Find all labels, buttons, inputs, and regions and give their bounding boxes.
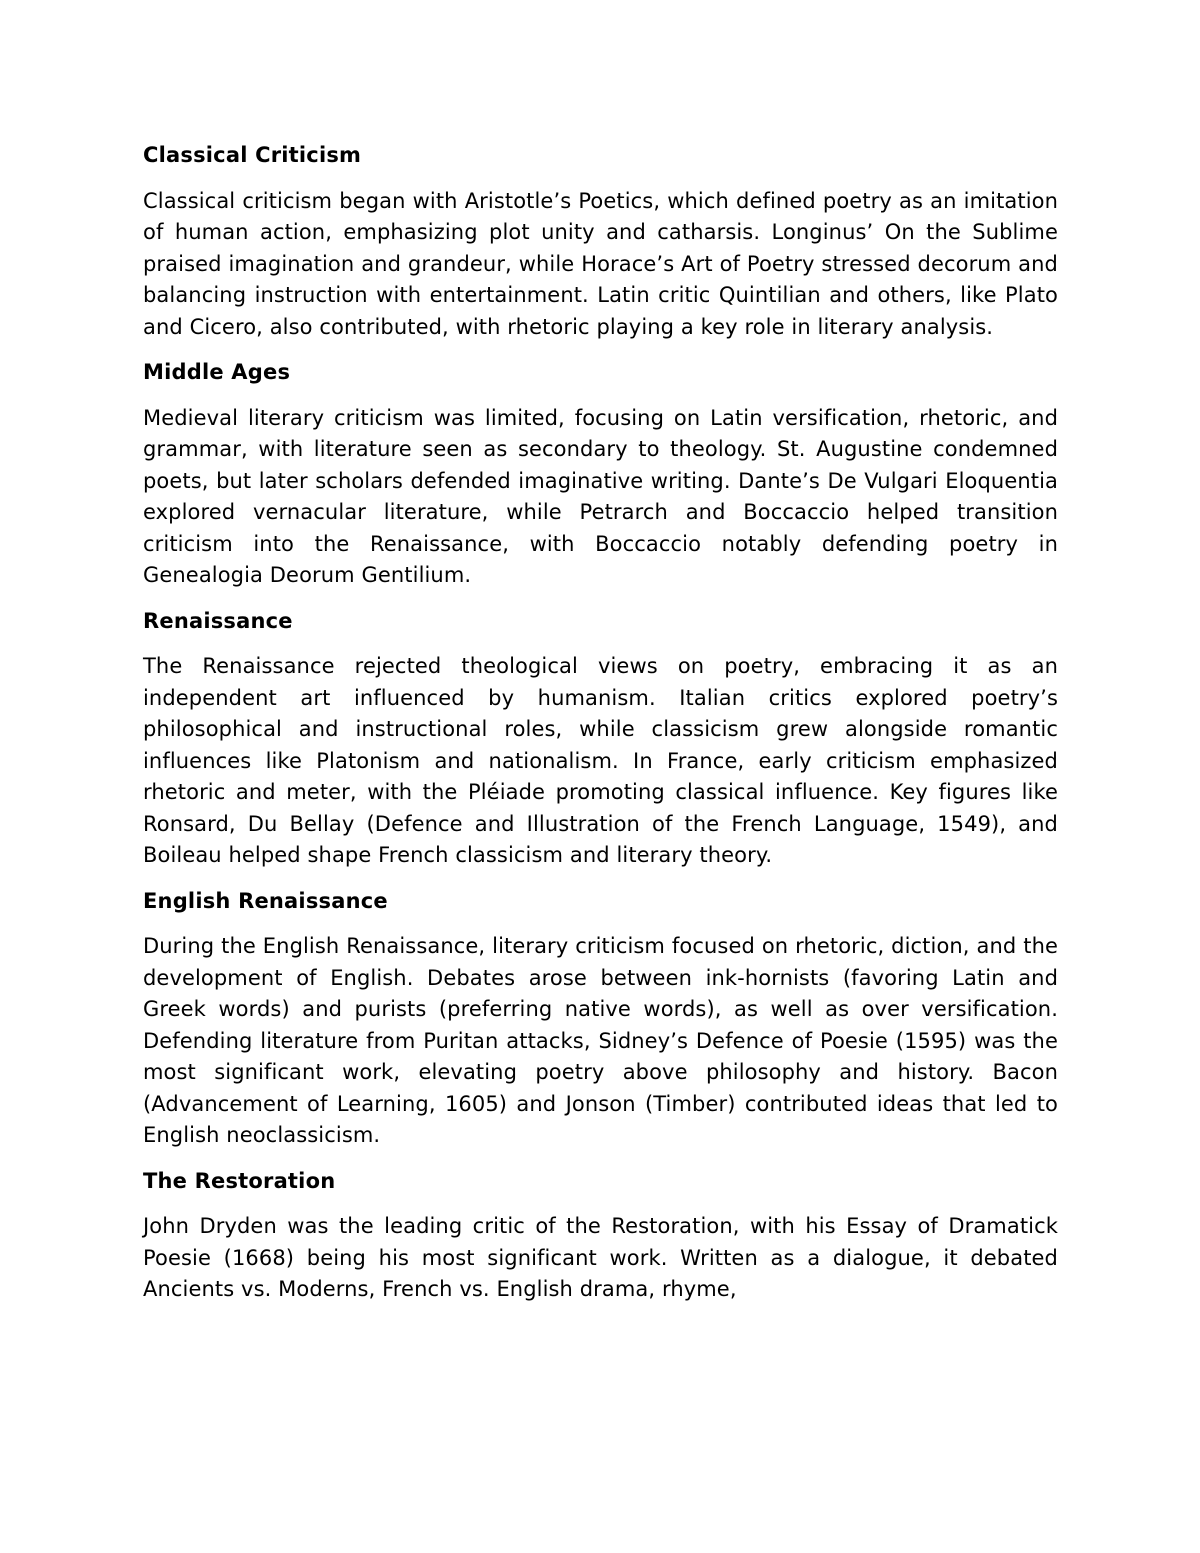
section-heading-renaissance: Renaissance	[143, 608, 293, 633]
section-body-english-renaissance: During the English Renaissance, literary criticism focused on rhetoric, diction, and the development of English. Debates arose between ink-hornists (favoring Latin and Greek words) and purists (preferring native words), as well as over versification. Defending literature from Puritan attacks, Sidney’s Defence of Poesie (1595) was the most significant work, elevating poetry above philosophy and history. Bacon (Advancement of Learning, 1605) and Jonson (Timber) contributed ideas that led to English neoclassicism.	[143, 934, 1058, 1147]
section-heading-classical-criticism: Classical Criticism	[143, 143, 362, 167]
document-content	[143, 140, 1058, 1320]
section-body-middle-ages: Medieval literary criticism was limited, focusing on Latin versification, rhetoric, and grammar, with literature seen as secondary to theology. St. Augustine condemned poets, but later scholars defended imaginative writing. Dante’s De Vulgari Eloquentia explored vernacular literature, while Petrarch and Boccaccio helped transition criticism into the Renaissance, with Boccaccio notably defending poetry in Genealogia Deorum Gentilium.	[143, 405, 1058, 587]
section-heading-english-renaissance: English Renaissance	[143, 888, 388, 913]
section-body-classical-criticism: Classical criticism began with Aristotle’s Poetics, which defined poetry as an imitation of human action, emphasizing plot unity and catharsis. Longinus’ On the Sublime praised imagination and grandeur, while Horace’s Art of Poetry stressed decorum and balancing instruction with entertainment. Latin critic Quintilian and others, like Plato and Cicero, also contributed, with rhetoric playing a key role in literary analysis.	[143, 188, 1058, 339]
section-heading-middle-ages: Middle Ages	[143, 360, 291, 384]
section-heading-the-restoration: The Restoration	[143, 1168, 336, 1193]
section-body-the-restoration: John Dryden was the leading critic of the Restoration, with his Essay of Dramatick Poesie (1668) being his most significant work. Written as a dialogue, it debated Ancients vs. Moderns, French vs. English drama, rhyme,	[143, 1214, 1058, 1301]
section-body-renaissance: The Renaissance rejected theological views on poetry, embracing it as an independent art influenced by humanism. Italian critics explored poetry’s philosophical and instructional roles, while classicism grew alongside romantic influences like Platonism and nationalism. In France, early criticism emphasized rhetoric and meter, with the Pléiade promoting classical influence. Key figures like Ronsard, Du Bellay (Defence and Illustration of the French Language, 1549), and Boileau helped shape French classicism and literary theory.	[143, 654, 1058, 867]
